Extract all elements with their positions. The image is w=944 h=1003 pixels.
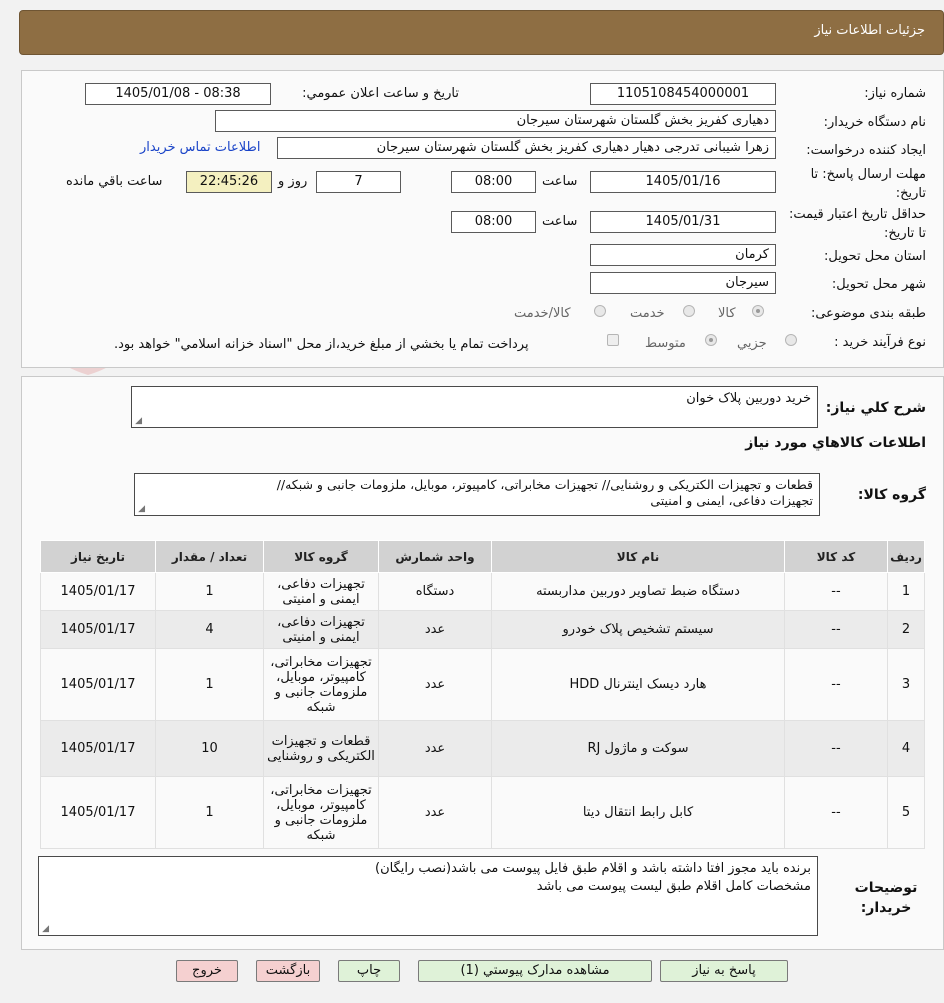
col-name: نام كالا (492, 541, 785, 573)
process-label: نوع فرآيند خريد : (834, 335, 926, 350)
notes-line2: مشخصات کامل اقلام طبق لیست پیوست می باشد (536, 879, 811, 894)
cell-row: 2 (888, 611, 925, 649)
cell-name: هارد دیسک اینترنال HDD (492, 649, 785, 721)
goods-info-title: اطلاعات كالاهاي مورد نياز (745, 435, 926, 451)
resize-grip-icon[interactable]: ◢ (135, 416, 142, 426)
payment-note: پرداخت تمام يا بخشي از مبلغ خريد،از محل "اسناد خزانه اسلامي" خواهد بود. (114, 337, 529, 352)
city-label: شهر محل تحويل: (831, 277, 926, 292)
cell-group: تجهیزات دفاعی، ایمنی و امنیتی (264, 573, 379, 611)
deadline-time-field: 08:00 (451, 171, 536, 193)
cell-name: سیستم تشخیص پلاک خودرو (492, 611, 785, 649)
description-textarea[interactable] (131, 386, 818, 428)
cell-row: 3 (888, 649, 925, 721)
announce-value: 1405/01/08 - 08:38 (115, 86, 241, 101)
col-date: تاريخ نياز (41, 541, 156, 573)
cell-code: -- (785, 777, 888, 849)
cell-unit: عدد (379, 777, 492, 849)
cell-row: 1 (888, 573, 925, 611)
cell-code: -- (785, 649, 888, 721)
buyer-org-field: دهیاری کفریز بخش گلستان شهرستان سیرجان (215, 110, 776, 132)
resize-grip-icon[interactable]: ◢ (42, 924, 49, 934)
description-label: شرح كلي نياز: (825, 400, 926, 416)
days-label: روز و (278, 174, 308, 189)
category-goods-label: کالا (718, 306, 736, 321)
need-number-label: شماره نیاز: (864, 86, 926, 101)
resize-grip-icon[interactable]: ◢ (138, 504, 145, 514)
cell-unit: دستگاه (379, 573, 492, 611)
category-label: طبقه بندی موضوعی: (810, 306, 926, 321)
cell-date: 1405/01/17 (41, 649, 156, 721)
goods-group-line2: تجهیزات دفاعی، ایمنی و امنیتی (650, 493, 813, 508)
cell-qty: 1 (156, 649, 264, 721)
table-header-row (41, 541, 925, 573)
buyer-org-label: نام دستگاه خريدار: (823, 115, 926, 130)
cell-qty: 1 (156, 573, 264, 611)
category-goods-radio[interactable] (752, 305, 764, 317)
notes-textarea[interactable] (38, 856, 818, 936)
view-attachments-button[interactable]: مشاهده مدارک پيوستي (1) (418, 960, 652, 982)
cell-name: دستگاه ضبط تصاویر دوربین مداربسته (492, 573, 785, 611)
page-title: جزئیات اطلاعات نیاز (814, 23, 925, 38)
cell-unit: عدد (379, 611, 492, 649)
cell-name: کابل رابط انتقال دیتا (492, 777, 785, 849)
col-row: رديف (888, 541, 925, 573)
table-row (41, 649, 925, 721)
cell-unit: عدد (379, 649, 492, 721)
notes-label: توضيحات خريدار: (854, 880, 918, 916)
back-button[interactable]: بازگشت (256, 960, 320, 982)
items-table (40, 540, 925, 849)
need-number-field: 1105108454000001 (590, 83, 776, 105)
deadline-date-field: 1405/01/16 (590, 171, 776, 193)
announce-field (85, 83, 271, 105)
cell-group: قطعات و تجهیزات الکتریکی و روشنایی (264, 721, 379, 777)
treasury-checkbox[interactable] (607, 334, 619, 346)
cell-group: تجهیزات مخابراتی، کامپیوتر، موبایل، ملزومات جانبی و شبکه (264, 777, 379, 849)
city-field: سیرجان (590, 272, 776, 294)
print-button[interactable]: چاپ (338, 960, 400, 982)
description-text: خرید دوربین پلاک خوان (686, 391, 811, 406)
table-row (41, 721, 925, 777)
process-minor-radio[interactable] (785, 334, 797, 346)
cell-qty: 1 (156, 777, 264, 849)
goods-group-textarea[interactable] (134, 473, 820, 516)
col-qty: تعداد / مقدار (156, 541, 264, 573)
requester-field: زهرا شیبانی تدرجی دهیار دهیاری کفریز بخش گلستان شهرستان سیرجان (277, 137, 776, 159)
remaining-time-field: 22:45:26 (186, 171, 272, 193)
deadline-label: مهلت ارسال پاسخ: تا تاريخ: (810, 167, 926, 201)
col-unit: واحد شمارش (379, 541, 492, 573)
cell-date: 1405/01/17 (41, 721, 156, 777)
requester-label: ايجاد کننده درخواست: (806, 143, 926, 158)
cell-group: تجهیزات دفاعی، ایمنی و امنیتی (264, 611, 379, 649)
cell-name: سوکت و ماژول RJ (492, 721, 785, 777)
validity-time-label: ساعت (542, 214, 578, 229)
cell-group: تجهیزات مخابراتی، کامپیوتر، موبایل، ملزومات جانبی و شبکه (264, 649, 379, 721)
process-minor-label: جزيي (737, 336, 767, 351)
cell-code: -- (785, 573, 888, 611)
cell-unit: عدد (379, 721, 492, 777)
col-group: گروه كالا (264, 541, 379, 573)
cell-date: 1405/01/17 (41, 777, 156, 849)
goods-group-label: گروه کالا: (857, 487, 926, 503)
goods-group-line1: قطعات و تجهیزات الکتریکی و روشنایی// تجهیزات مخابراتی، کامپیوتر، موبایل، ملزومات جانبی و شبکه// (276, 477, 813, 492)
cell-date: 1405/01/17 (41, 611, 156, 649)
category-both-radio[interactable] (594, 305, 606, 317)
category-service-label: خدمت (630, 306, 665, 321)
exit-button[interactable]: خروج (176, 960, 238, 982)
process-medium-radio[interactable] (705, 334, 717, 346)
cell-code: -- (785, 721, 888, 777)
remaining-label: ساعت باقي مانده (66, 174, 163, 189)
col-code: كد كالا (785, 541, 888, 573)
cell-date: 1405/01/17 (41, 573, 156, 611)
validity-time-field: 08:00 (451, 211, 536, 233)
table-row (41, 573, 925, 611)
days-field: 7 (316, 171, 401, 193)
notes-line1: برنده باید مجوز افتا داشته باشد و اقلام طبق فایل پیوست می باشد(نصب رایگان) (375, 861, 811, 876)
category-both-label: کالا/خدمت (514, 306, 571, 321)
province-field: کرمان (590, 244, 776, 266)
province-label: استان محل تحويل: (824, 249, 926, 264)
reply-button[interactable]: پاسخ به نياز (660, 960, 788, 982)
cell-row: 5 (888, 777, 925, 849)
page-header (19, 10, 944, 55)
contact-buyer-link[interactable]: اطلاعات تماس خريدار (140, 140, 261, 155)
validity-label: حداقل تاريخ اعتبار قيمت: تا تاريخ: (788, 207, 926, 241)
process-medium-label: متوسط (645, 336, 686, 351)
table-row (41, 777, 925, 849)
validity-date-field: 1405/01/31 (590, 211, 776, 233)
cell-row: 4 (888, 721, 925, 777)
cell-qty: 10 (156, 721, 264, 777)
deadline-time-label: ساعت (542, 174, 578, 189)
table-row (41, 611, 925, 649)
category-service-radio[interactable] (683, 305, 695, 317)
cell-code: -- (785, 611, 888, 649)
cell-qty: 4 (156, 611, 264, 649)
announce-label: تاریخ و ساعت اعلان عمومي: (302, 86, 459, 101)
